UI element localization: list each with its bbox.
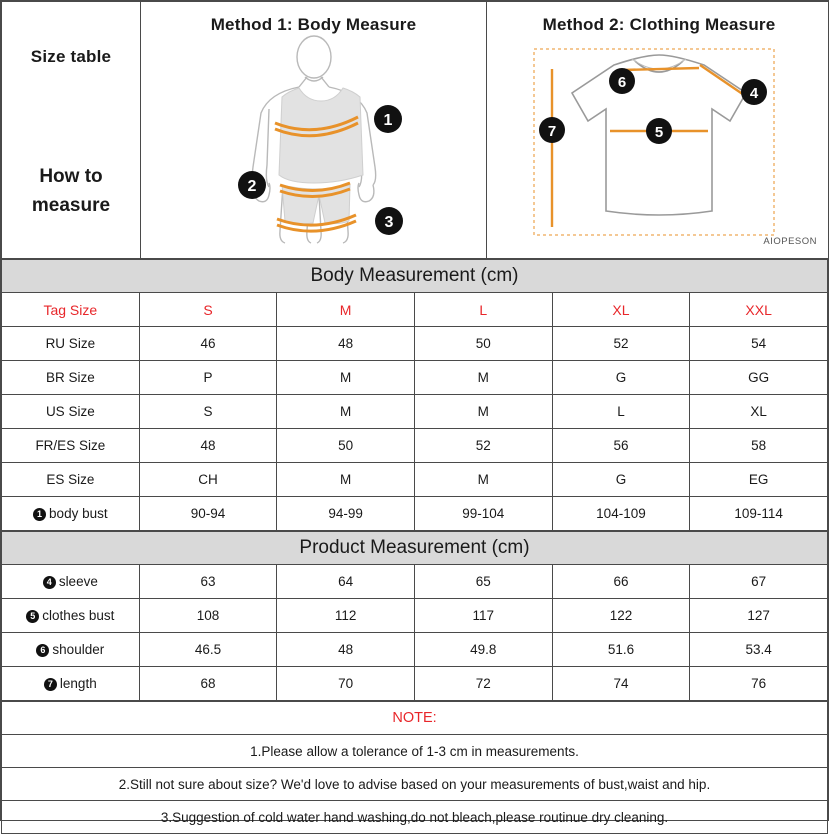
size-table-title: Size table	[2, 40, 140, 67]
svg-text:3: 3	[384, 214, 393, 231]
method2-cell	[487, 2, 829, 259]
cell-s: 48	[139, 429, 277, 463]
note-row	[2, 735, 828, 768]
svg-text:7: 7	[548, 123, 556, 140]
marker-4-icon: 4	[43, 576, 56, 589]
marker-6-icon: 6	[36, 644, 49, 657]
cell-xl: L	[552, 395, 690, 429]
cell-m: 64	[277, 565, 415, 599]
clothing-measure-illustration	[487, 35, 829, 253]
cell-xxl: 127	[690, 599, 828, 633]
cell-xxl: 67	[690, 565, 828, 599]
cell-l: M	[414, 395, 552, 429]
cell-s: 90-94	[139, 497, 277, 531]
row-label: ES Size	[2, 463, 140, 497]
table-row	[2, 497, 828, 531]
svg-text:4: 4	[750, 85, 759, 102]
table-row	[2, 293, 828, 327]
product-measurement-title: Product Measurement (cm)	[2, 532, 828, 565]
table-row	[2, 463, 828, 497]
note-line-2: 2.Still not sure about size? We'd love to advise based on your measurements of bust,waist and hip.	[2, 768, 828, 801]
row-label: Tag Size	[2, 293, 140, 327]
table-row	[2, 667, 828, 701]
cell-s: P	[139, 361, 277, 395]
cell-l: M	[414, 463, 552, 497]
table-row	[2, 429, 828, 463]
note-row	[2, 801, 828, 834]
marker-7-icon: 7	[44, 678, 57, 691]
table-row	[2, 599, 828, 633]
cell-xxl: 54	[690, 327, 828, 361]
body-measurement-table	[1, 259, 828, 531]
cell-l: L	[414, 293, 552, 327]
brand-watermark: AIOPESON	[763, 236, 817, 247]
cell-xxl: 58	[690, 429, 828, 463]
body-measurement-header-row	[2, 260, 828, 293]
row-label-text: length	[60, 676, 97, 691]
table-row	[2, 327, 828, 361]
cell-s: 108	[139, 599, 277, 633]
cell-xl: 52	[552, 327, 690, 361]
cell-l: 50	[414, 327, 552, 361]
cell-m: 70	[277, 667, 415, 701]
cell-xl: XL	[552, 293, 690, 327]
cell-xl: 122	[552, 599, 690, 633]
table-row	[2, 361, 828, 395]
row-label	[2, 667, 140, 701]
cell-s: CH	[139, 463, 277, 497]
cell-xxl: 76	[690, 667, 828, 701]
cell-l: 117	[414, 599, 552, 633]
cell-m: M	[277, 395, 415, 429]
table-row	[2, 395, 828, 429]
table-row	[2, 633, 828, 667]
cell-l: 72	[414, 667, 552, 701]
cell-m: M	[277, 293, 415, 327]
how-to-measure-line2: measure	[2, 192, 140, 221]
product-measurement-table	[1, 531, 828, 701]
cell-m: 48	[277, 633, 415, 667]
cell-xl: 66	[552, 565, 690, 599]
body-measurement-title: Body Measurement (cm)	[2, 260, 828, 293]
cell-xxl: 53.4	[690, 633, 828, 667]
cell-s: S	[139, 293, 277, 327]
cell-m: 50	[277, 429, 415, 463]
cell-m: 48	[277, 327, 415, 361]
row-label	[2, 599, 140, 633]
row-label: US Size	[2, 395, 140, 429]
note-row	[2, 768, 828, 801]
svg-text:6: 6	[618, 74, 626, 91]
cell-m: M	[277, 463, 415, 497]
row-label: FR/ES Size	[2, 429, 140, 463]
row-label	[2, 497, 140, 531]
cell-xl: G	[552, 361, 690, 395]
cell-xxl: XXL	[690, 293, 828, 327]
cell-xl: 74	[552, 667, 690, 701]
row-label	[2, 633, 140, 667]
cell-s: 46.5	[139, 633, 277, 667]
cell-m: M	[277, 361, 415, 395]
cell-l: M	[414, 361, 552, 395]
how-to-measure-label	[2, 67, 140, 220]
method1-cell	[141, 2, 487, 259]
illustration-band	[1, 1, 829, 259]
cell-l: 99-104	[414, 497, 552, 531]
cell-xxl: GG	[690, 361, 828, 395]
note-block	[1, 701, 828, 834]
marker-5-icon: 5	[26, 610, 39, 623]
svg-text:5: 5	[655, 124, 663, 141]
method1-title: Method 1: Body Measure	[141, 8, 486, 35]
row-label-text: sleeve	[59, 574, 98, 589]
cell-l: 49.8	[414, 633, 552, 667]
note-line-3: 3.Suggestion of cold water hand washing,do not bleach,please routinue dry cleaning.	[2, 801, 828, 834]
cell-xl: 51.6	[552, 633, 690, 667]
cell-s: 68	[139, 667, 277, 701]
note-title: NOTE:	[2, 702, 828, 735]
cell-xl: 56	[552, 429, 690, 463]
cell-s: 63	[139, 565, 277, 599]
note-title-row	[2, 702, 828, 735]
cell-s: 46	[139, 327, 277, 361]
method2-title: Method 2: Clothing Measure	[487, 8, 829, 35]
body-measure-illustration	[141, 35, 486, 253]
cell-xxl: EG	[690, 463, 828, 497]
row-label-text: shoulder	[52, 642, 104, 657]
marker-1-icon: 1	[33, 508, 46, 521]
cell-m: 94-99	[277, 497, 415, 531]
cell-s: S	[139, 395, 277, 429]
note-line-1: 1.Please allow a tolerance of 1-3 cm in measurements.	[2, 735, 828, 768]
row-label-text: body bust	[49, 506, 108, 521]
cell-xl: 104-109	[552, 497, 690, 531]
cell-l: 65	[414, 565, 552, 599]
cell-xxl: XL	[690, 395, 828, 429]
cell-xxl: 109-114	[690, 497, 828, 531]
cell-m: 112	[277, 599, 415, 633]
svg-text:2: 2	[247, 178, 256, 195]
how-to-measure-line1: How to	[2, 163, 140, 192]
row-label	[2, 565, 140, 599]
row-label: BR Size	[2, 361, 140, 395]
how-to-measure-cell	[2, 2, 141, 259]
product-measurement-header-row	[2, 532, 828, 565]
cell-xl: G	[552, 463, 690, 497]
row-label: RU Size	[2, 327, 140, 361]
cell-l: 52	[414, 429, 552, 463]
row-label-text: clothes bust	[42, 608, 114, 623]
table-row	[2, 565, 828, 599]
svg-text:1: 1	[383, 112, 392, 129]
